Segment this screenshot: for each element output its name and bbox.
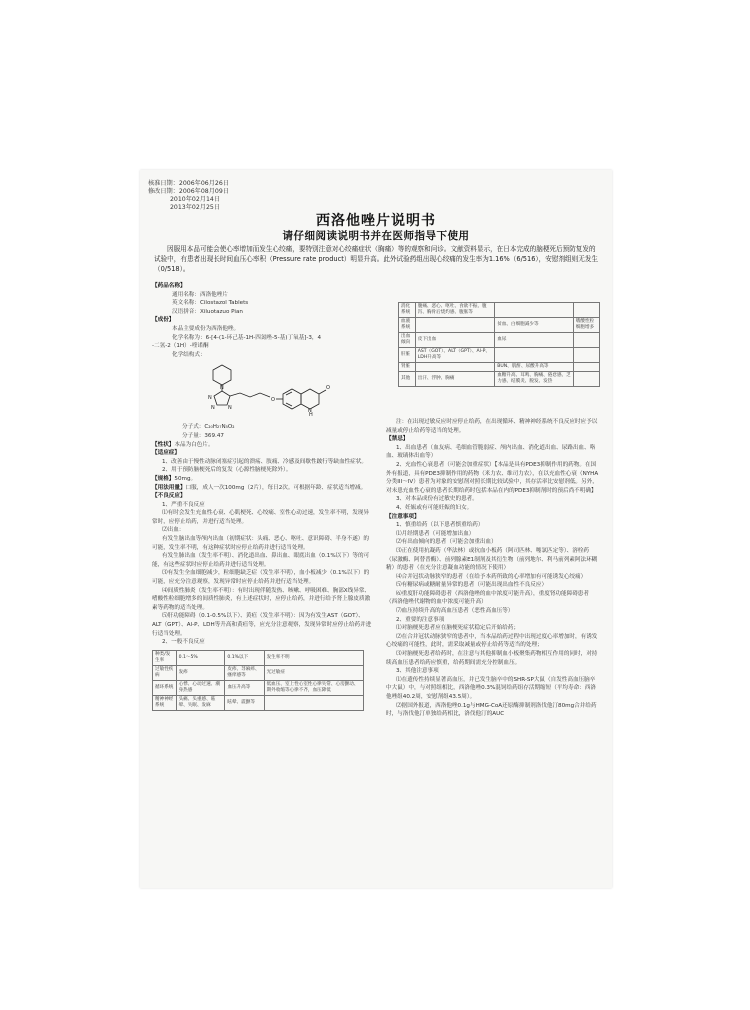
english-name: 英文名称：Cilostazol Tablets — [172, 300, 249, 307]
table-row — [399, 363, 600, 372]
instruction-sheet — [140, 170, 612, 888]
table-cell — [495, 348, 574, 363]
properties-heading: 【性状】 — [152, 441, 175, 448]
table-cell: 出血倾向 — [399, 333, 416, 348]
svg-text:H: H — [309, 412, 313, 419]
dosage-heading: 【用法用量】 — [152, 484, 186, 491]
adverse-heading: 【不良反应】 — [152, 493, 186, 500]
composition-heading: 【成份】 — [152, 317, 175, 324]
table-cell: BUN、肌酐、尿酸升高等 — [495, 363, 574, 372]
table-cell: 其他 — [399, 372, 416, 387]
dosage-text: 口服，成人一次100mg（2片），每日2次。可根据年龄、症状适当增减。 — [185, 484, 367, 491]
table-header-cell: 种类/发生率 — [153, 650, 177, 665]
table-cell: 出汗、浮肿、胸痛 — [415, 372, 494, 387]
table-cell: 循环系统 — [153, 680, 177, 695]
adverse-severe: 1、严重不良反应 — [162, 501, 205, 508]
pinyin-name: 汉语拼音：Xiluotazuo Pian — [172, 308, 243, 315]
revise-date-2: 2010年02月14日 — [170, 196, 221, 203]
adverse-1-4: ⑷间质性肺炎（发生率不明）：有时出现伴随发热、咳嗽、呼吸困难、胸部X线异常、嗜酸性粒细胞增多的间质性肺炎，有上述症状时，应停止给药，并进行给予肾上腺皮质激素等药物的适当处理。 — [152, 587, 371, 611]
table-cell: 血压升高等 — [225, 680, 264, 695]
revise-date: 修改日期：2006年08月09日 — [148, 188, 229, 195]
table-cell: 眩晕、震颤等 — [225, 695, 264, 710]
table-cell: 皮疹、荨麻疹、瘙痒感等 — [225, 665, 264, 680]
adverse-1-2: ⑵出血： — [162, 527, 185, 534]
table-cell — [573, 333, 599, 348]
precaution-2-3: ⑶对脑梗死患者给药时，在注意与其他抑制血小板聚集药物相互作用的同时，对持续高血压患者给药应慎重，给药期间需充分控制血压。 — [386, 651, 598, 666]
contraindications-heading: 【禁忌】 — [386, 436, 409, 443]
table-cell: 发疹 — [176, 665, 225, 680]
contraindication-1: 1、出血患者（血友病、毛细血管脆弱症、颅内出血、消化道出血、尿路出血、咯血、玻璃体出血等） — [386, 444, 596, 460]
svg-text:N: N — [208, 395, 212, 402]
table-cell: 血液系统 — [399, 318, 416, 333]
spec-heading: 【规格】 — [152, 475, 175, 482]
table-header-cell: 0.1～5% — [176, 650, 225, 665]
table-row — [399, 372, 600, 387]
chemical-structure-label: 化学结构式： — [172, 351, 206, 358]
table-row — [153, 650, 364, 665]
table-cell: 肝脏 — [399, 348, 416, 363]
generic-name: 通用名称：西洛他唑片 — [172, 291, 228, 298]
adverse-table — [152, 650, 364, 711]
precaution-1-2: ⑵有出血倾向的患者（可能会加重出血） — [396, 539, 497, 546]
table-cell — [573, 348, 599, 363]
table-header-cell: 0.1%以下 — [225, 650, 264, 665]
spec-text: 50mg。 — [174, 475, 197, 482]
table-cell — [415, 318, 494, 333]
adverse-general: 2、一般不良反应 — [162, 639, 205, 646]
precaution-1-4: ⑷合并冠状动脉狭窄的患者（在给予本药所致的心率增加有可能诱发心绞痛） — [396, 573, 587, 580]
table-cell — [264, 695, 363, 710]
indication-2: 2、用于预防脑梗死后的复发（心源性脑梗死除外）。 — [162, 467, 292, 474]
contraindication-2: 2、充血性心衰患者（可能会加重症状）【本品是具有PDE3抑制作用的药物。在国外有报道，具有PDE3抑制作用的药物（米力农、维司力农），在以充血性心衰（NYHA分类III～IV）患者为对象的安慰剂对照长期比较试验中，其存活率比安慰剂低。另外，对未患充血性心衰的患者长期给药时包括本品在内的PDE3抑制剂时的预后尚不明确】 — [386, 461, 599, 494]
precaution-2-2: ⑵在合并冠状动脉狭窄的患者中，当本品给药过程中出现过度心率增加时，有诱发心绞痛的可能性，此时，需采取减量或停止给药等适当的处理； — [386, 633, 598, 649]
svg-text:N: N — [211, 405, 215, 412]
precaution-1-7: ⑺血压持续升高的高血压患者（恶性高血压等） — [396, 608, 514, 615]
chemical-structure-diagram — [152, 359, 372, 423]
table-cell: 血糖升高、耳鸣、胸痛、倦怠感、乏力感、结膜炎、脱发、发热 — [495, 372, 574, 387]
precaution-3: 3、其他注意事项 — [396, 668, 439, 675]
table-cell — [573, 363, 599, 372]
adverse-1-1: ⑴有时会发生充血性心衰、心肌梗死、心绞痛、室性心动过速，发生率不明，发现异常时，应停止给药，并进行适当处理。 — [152, 510, 369, 525]
precaution-2-1: ⑴对脑梗死患者应在脑梗死症状稳定后开始给药； — [396, 625, 520, 632]
approval-dates — [148, 180, 229, 212]
revise-date-3: 2013年02月25日 — [170, 204, 221, 211]
adverse-table-continued — [398, 302, 600, 387]
adverse-1-3: ⑶有发生全血细胞减少，粒细胞缺乏症（发生率不明），血小板减少（0.1%以下）的可能，应充分注意观察，发现异常时应停止给药并进行适当处理。 — [152, 570, 370, 586]
precaution-2: 2、重要的注意事项 — [396, 616, 445, 623]
table-cell: 皮下出血 — [415, 333, 494, 348]
table-row — [153, 695, 364, 710]
table-cell: 过敏性疾病 — [153, 665, 177, 680]
adverse-bleeding-1: 有发生脑出血等颅内出血（初期症状：头痛、恶心、呕吐、意识障碍、半身不遂）的可能，发生率不明，有这种症状时应停止给药并进行适当处理。 — [152, 536, 369, 551]
right-column — [386, 418, 600, 719]
left-column — [152, 282, 372, 711]
table-cell: 心悸、心动过速、潮身热感 — [176, 680, 225, 695]
chemical-name-cont: -二氢-2（1H）-喹诺酮 — [152, 343, 209, 350]
molecular-formula: 分子式：C₂₀H₂₇N₅O₂ — [182, 424, 235, 431]
table-header-cell: 发生率不明 — [264, 650, 363, 665]
precaution-1-1: ⑴月经期患者（可能增加出血） — [396, 530, 475, 537]
indications-heading: 【适应症】 — [152, 450, 180, 457]
properties-text: 本品为白色片。 — [174, 441, 214, 448]
svg-text:N: N — [220, 385, 224, 392]
svg-text:O: O — [326, 385, 330, 392]
table-cell — [415, 363, 494, 372]
table-row — [153, 665, 364, 680]
precaution-1-3: ⑶正在使用抗凝药（华法林）或抗血小板药（阿司匹林、噻氯匹定等）、溶栓药（尿激酶、阿替普酶）、前列腺素E1制剂及其衍生物（前列地尔、利马前列素阿法环糊精）的患者（在充分注意凝血功能的情况下使用） — [386, 547, 598, 572]
molecular-weight: 分子量：369.47 — [182, 432, 224, 439]
contraindication-3: 3、对本品成份有过敏史的患者。 — [396, 496, 478, 503]
cilostazol-structure — [152, 359, 372, 423]
table-row — [399, 333, 600, 348]
table-cell: 光过敏症 — [264, 665, 363, 680]
table-cell: 血尿 — [495, 333, 574, 348]
contraindication-4: 4、妊娠或有可能妊娠的妇女。 — [396, 504, 473, 511]
table-cell: 头痛、头重感、眩晕、失眠、发麻 — [176, 695, 225, 710]
table-row — [399, 348, 600, 363]
table-cell — [573, 303, 599, 318]
chemical-name: 化学名称为：6-[4-(1-环己基-1H-四氮唑-5-基)丁氧基]-3，4 — [172, 334, 322, 341]
precaution-1-5: ⑸有糖尿病或糖耐量异常的患者（可能出现出血性不良反应） — [396, 582, 548, 589]
table-row — [399, 303, 600, 318]
precaution-3-2: ⑵据国外报道，西洛他唑0.1g与HMG-CoA还原酶抑制剂洛伐他汀80mg合并给药时，与洛伐他汀单独给药相比，洛伐他汀的AUC — [386, 702, 597, 718]
table-cell: 肾脏 — [399, 363, 416, 372]
svg-text:O: O — [271, 397, 275, 404]
table-cell — [573, 372, 599, 387]
precaution-1: 1、慎重给药（以下患者慎重给药） — [396, 522, 484, 529]
precaution-3-1: ⑴在遗传性持续显著高血压，并已发生脑卒中的SHR-SP大鼠（自发性高血压脑卒中大鼠）中，与对照组相比，西洛他唑0.3%混饲给药组存活期缩短（平均寿命：西洛他唑组40.2周，安慰剂组43.5周）。 — [386, 676, 596, 700]
table-cell: 腹痛、恶心、呕吐、食欲不振、腹泻、胸骨后烧灼感、腹胀等 — [415, 303, 494, 318]
composition-text: 本品主要成份为西洛他唑。 — [172, 325, 240, 332]
table-cell: 贫血、白细胞减少等 — [495, 318, 574, 333]
table-cell: 精神神经系统 — [153, 695, 177, 710]
table-cell — [495, 303, 574, 318]
drug-name-heading: 【药品名称】 — [152, 283, 186, 289]
table-cell: 嗜酸性粒细胞增多 — [573, 318, 599, 333]
table-cell: AST（GOT）、ALT（GPT）、Al-P、LDH升高等 — [415, 348, 494, 363]
indication-1: 1、改善由于慢性动脉闭塞症引起的溃疡、肢痛、冷感及间歇性跛行等缺血性症状。 — [162, 458, 367, 465]
approve-date: 核准日期：2006年06月26日 — [148, 180, 229, 187]
adverse-1-5: ⑸肝功能障碍（0.1-0.5%以下）、黄疸（发生率不明）：因为有发生AST（GOT）、ALT（GPT）、Al-P、LDH等升高和黄疸等，应充分注意观察，发现异常时应停止给药并进行适当处理。 — [152, 613, 372, 637]
precautions-heading: 【注意事项】 — [386, 513, 420, 520]
table-cell: 消化系统 — [399, 303, 416, 318]
table-row — [153, 680, 364, 695]
document-title: 西洛他唑片说明书 — [316, 213, 436, 229]
svg-text:N: N — [228, 405, 232, 412]
table-note: 注：在出现过敏反应时应停止给药，在出现循环、精神神经系统不良反应时应予以减量或停止给药等适当的处理。 — [386, 419, 598, 434]
svg-text:N: N — [308, 408, 312, 415]
table-row — [399, 318, 600, 333]
document-subtitle: 请仔细阅读说明书并在医师指导下使用 — [282, 230, 470, 242]
warning-intro: 因服用本品可能会使心率增加而发生心绞痛，要特别注意对心绞痛症状（胸痛）等的观察和问诊。文献资料显示，在日本完成的脑梗死后预防复发的试验中，有患者出现长时间血压心率积（Pressure rate product）明显升高。此外试验药组出现心绞痛的发生率为1.16%（6/516），安慰剂组则无发生（0/518）。 — [154, 245, 599, 273]
precaution-1-6: ⑹重度肝功能障碍患者（西洛他唑的血中浓度可能升高），重度肾功能障碍患者（西洛他唑代谢物的血中浓度可能升高） — [386, 590, 589, 606]
table-cell: 低血压、室上性心室性心律失常、心房颤动、期外收缩等心律不齐，血压降低 — [264, 680, 363, 695]
adverse-bleeding-2: 有发生肺出血（发生率不明）、消化道出血、鼻出血、眼底出血（0.1%以下）等的可能，有这些症状时应停止给药并进行适当处理。 — [152, 553, 370, 568]
